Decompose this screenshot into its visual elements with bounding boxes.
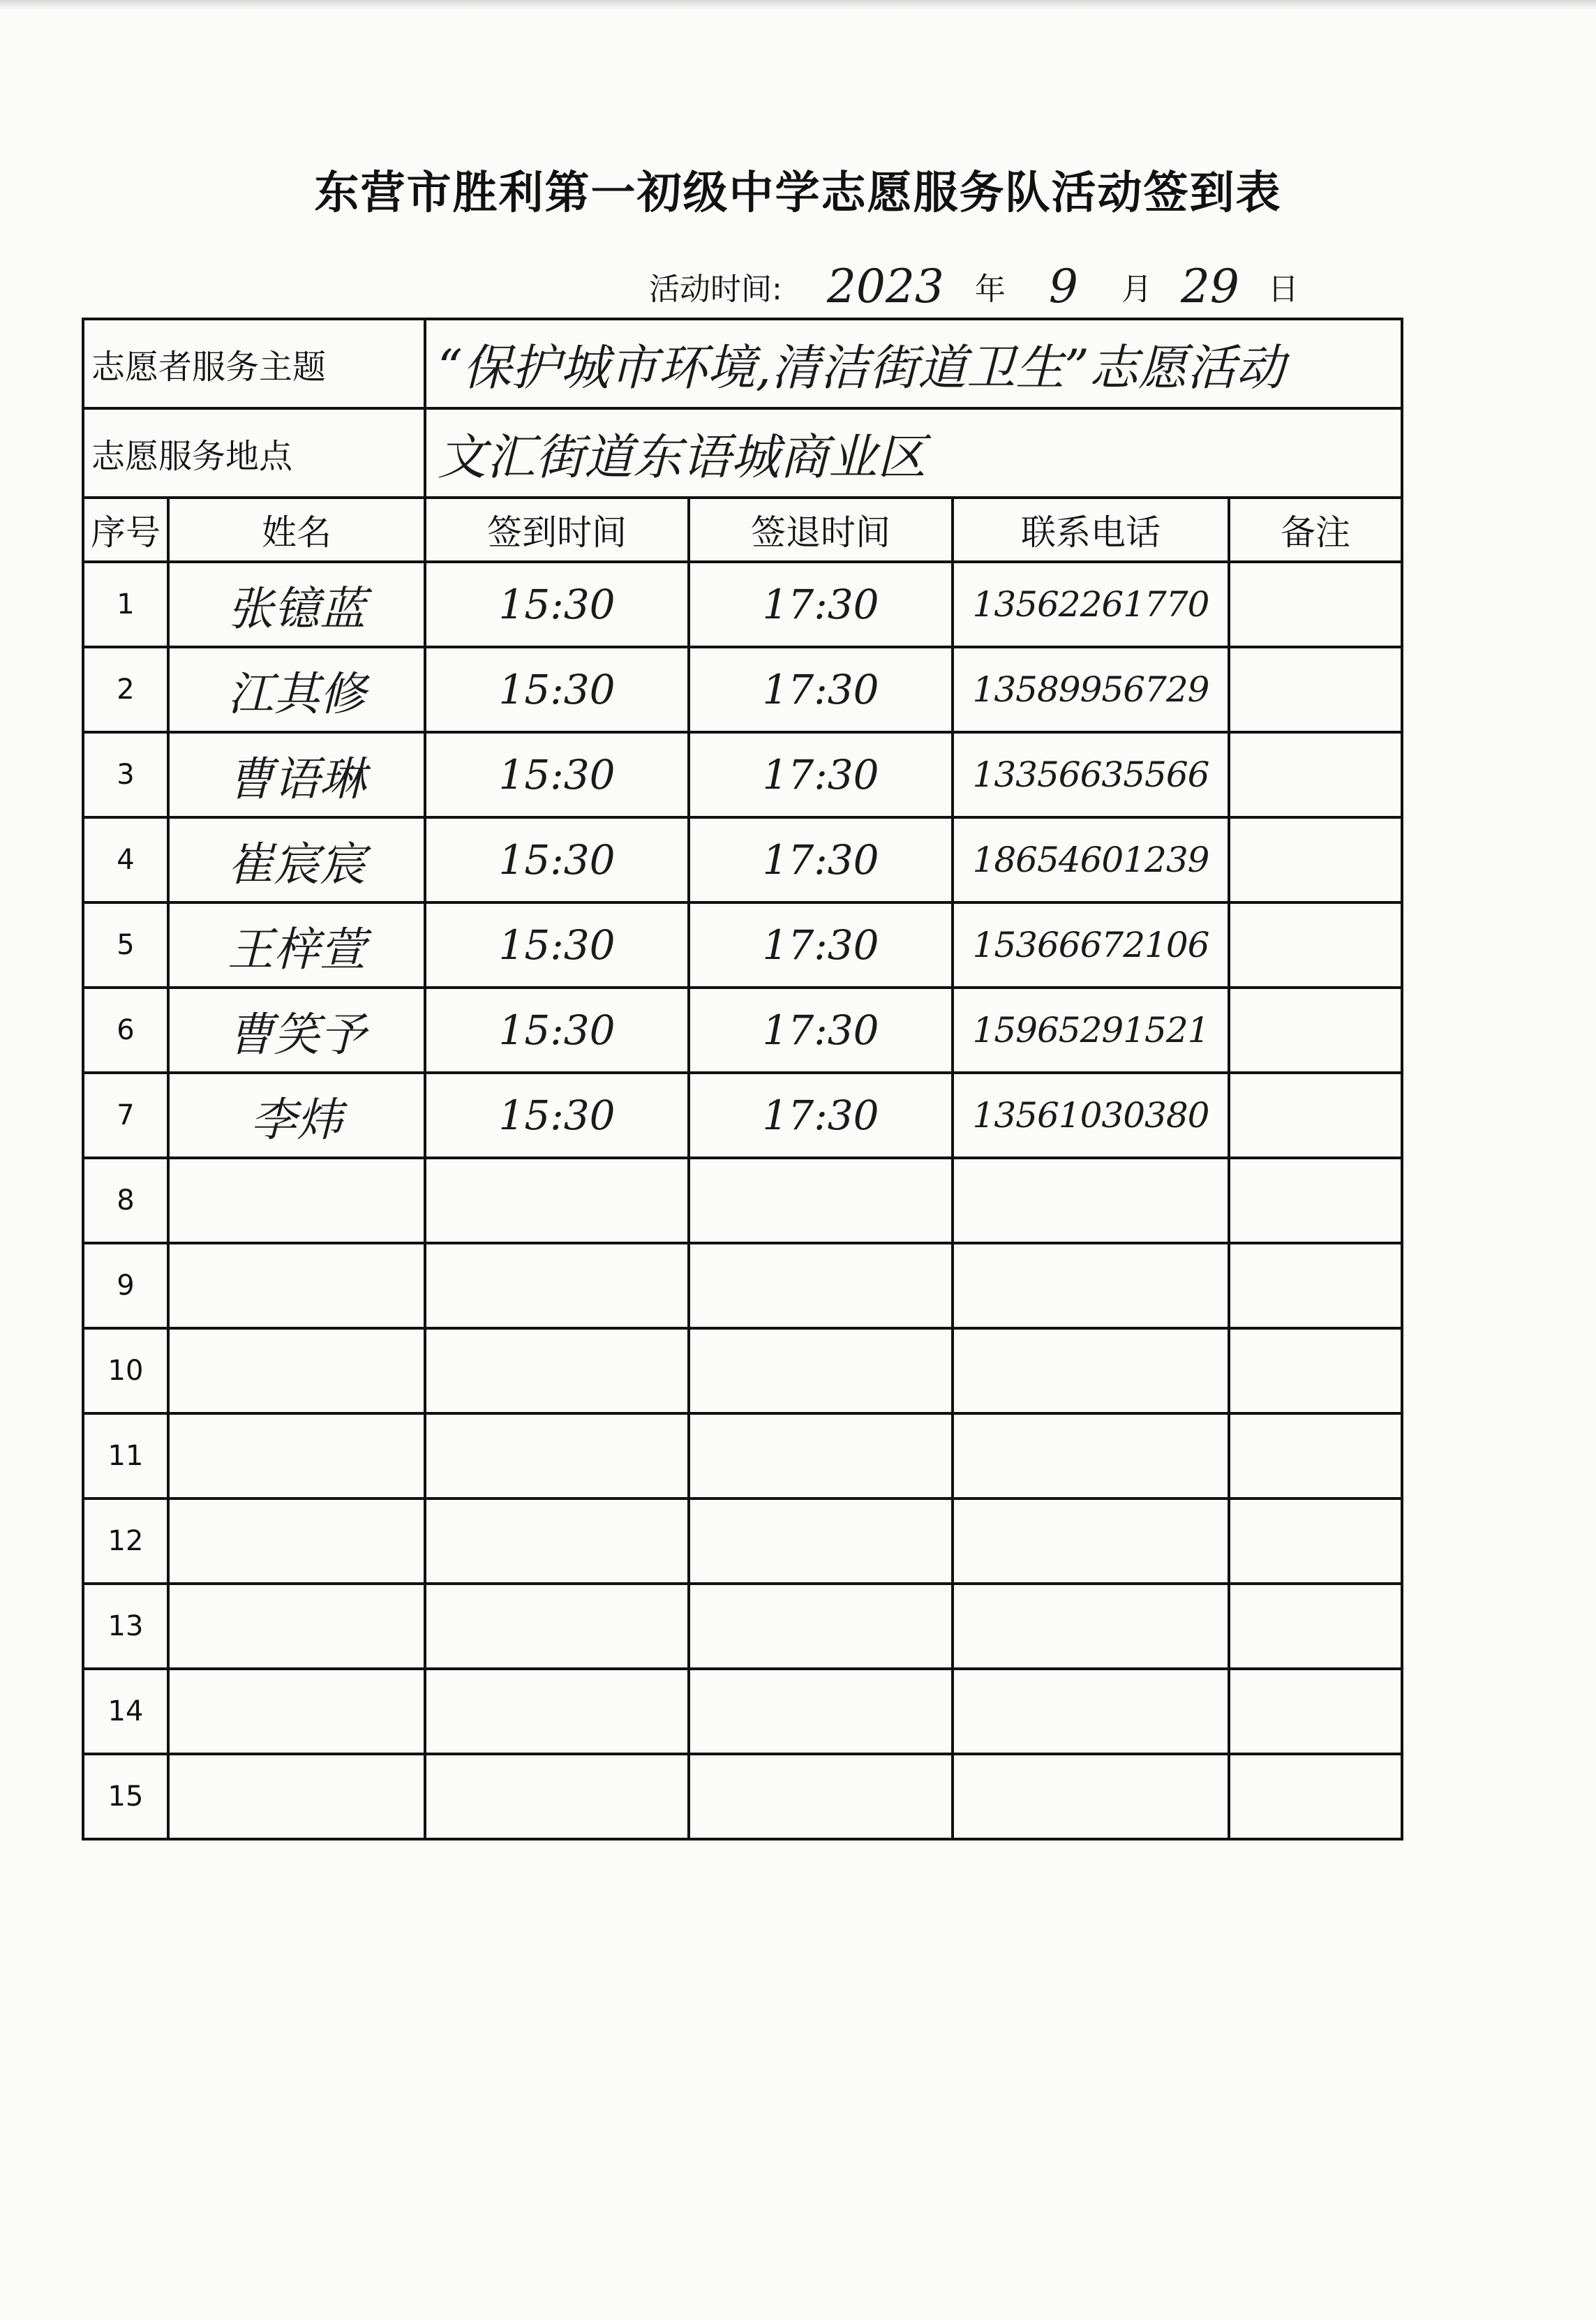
phone-number: 13356635566 xyxy=(953,732,1229,817)
table-row xyxy=(83,817,1402,902)
sign-in-time: 15:30 xyxy=(425,562,689,647)
volunteer-name: 曹语琳 xyxy=(168,732,425,817)
volunteer-name xyxy=(168,1158,425,1243)
table-row xyxy=(83,732,1402,817)
table-row xyxy=(83,902,1402,988)
scan-edge xyxy=(0,0,1596,10)
volunteer-name xyxy=(168,1328,425,1413)
sign-out-time xyxy=(689,1754,953,1839)
table-row xyxy=(83,1669,1402,1754)
location-value: 文汇街道东语城商业区 xyxy=(425,408,1402,498)
note xyxy=(1229,1584,1402,1669)
phone-number: 13561030380 xyxy=(953,1073,1229,1158)
phone-number xyxy=(953,1413,1229,1499)
sign-in-time xyxy=(425,1328,689,1413)
col-header-phone: 联系电话 xyxy=(953,498,1229,562)
table-row xyxy=(83,1584,1402,1669)
volunteer-name: 崔宸宸 xyxy=(168,817,425,902)
sign-out-time: 17:30 xyxy=(689,817,953,902)
note xyxy=(1229,817,1402,902)
sign-out-time xyxy=(689,1669,953,1754)
row-number: 15 xyxy=(83,1754,168,1839)
note xyxy=(1229,1669,1402,1754)
phone-number: 13562261770 xyxy=(953,562,1229,647)
note xyxy=(1229,902,1402,988)
phone-number: 18654601239 xyxy=(953,817,1229,902)
sign-in-time xyxy=(425,1754,689,1839)
activity-month: 9 xyxy=(1048,259,1078,313)
theme-row xyxy=(83,319,1402,408)
note xyxy=(1229,1073,1402,1158)
note xyxy=(1229,732,1402,817)
table-row xyxy=(83,1754,1402,1839)
col-header-sign-out: 签退时间 xyxy=(689,498,953,562)
col-header-name: 姓名 xyxy=(168,498,425,562)
activity-date xyxy=(649,258,1318,314)
phone-number xyxy=(953,1669,1229,1754)
note xyxy=(1229,1499,1402,1584)
phone-number xyxy=(953,1328,1229,1413)
row-number: 7 xyxy=(83,1073,168,1158)
table-row xyxy=(83,988,1402,1073)
col-header-no: 序号 xyxy=(83,498,168,562)
table-row xyxy=(83,1413,1402,1499)
row-number: 2 xyxy=(83,647,168,732)
sign-out-time xyxy=(689,1499,953,1584)
table-row xyxy=(83,1243,1402,1328)
volunteer-name: 曹笑予 xyxy=(168,988,425,1073)
sign-out-time: 17:30 xyxy=(689,647,953,732)
phone-number xyxy=(953,1158,1229,1243)
sign-out-time xyxy=(689,1243,953,1328)
note xyxy=(1229,1754,1402,1839)
sign-in-time: 15:30 xyxy=(425,817,689,902)
sign-out-time xyxy=(689,1158,953,1243)
month-unit: 月 xyxy=(1121,272,1152,307)
sign-in-time: 15:30 xyxy=(425,988,689,1073)
volunteer-name xyxy=(168,1584,425,1669)
sign-in-time xyxy=(425,1413,689,1499)
day-unit: 日 xyxy=(1267,272,1299,307)
phone-number xyxy=(953,1754,1229,1839)
row-number: 10 xyxy=(83,1328,168,1413)
note xyxy=(1229,1328,1402,1413)
row-number: 5 xyxy=(83,902,168,988)
note xyxy=(1229,562,1402,647)
row-number: 4 xyxy=(83,817,168,902)
sign-out-time: 17:30 xyxy=(689,732,953,817)
phone-number: 15366672106 xyxy=(953,902,1229,988)
sign-in-time xyxy=(425,1669,689,1754)
sign-in-time: 15:30 xyxy=(425,732,689,817)
sign-in-time xyxy=(425,1243,689,1328)
volunteer-name: 张镱蓝 xyxy=(168,562,425,647)
sign-in-time xyxy=(425,1584,689,1669)
row-number: 11 xyxy=(83,1413,168,1499)
header-row xyxy=(83,498,1402,562)
sign-in-time xyxy=(425,1158,689,1243)
note xyxy=(1229,647,1402,732)
sign-in-time: 15:30 xyxy=(425,1073,689,1158)
sign-out-time xyxy=(689,1413,953,1499)
sign-out-time: 17:30 xyxy=(689,1073,953,1158)
activity-date-label: 活动时间: xyxy=(649,272,782,307)
sign-in-table xyxy=(82,318,1403,1841)
sign-out-time xyxy=(689,1584,953,1669)
row-number: 14 xyxy=(83,1669,168,1754)
sign-out-time: 17:30 xyxy=(689,988,953,1073)
theme-label: 志愿者服务主题 xyxy=(83,319,425,408)
phone-number: 15965291521 xyxy=(953,988,1229,1073)
table-row xyxy=(83,647,1402,732)
volunteer-name xyxy=(168,1754,425,1839)
note xyxy=(1229,988,1402,1073)
volunteer-name: 江其修 xyxy=(168,647,425,732)
row-number: 1 xyxy=(83,562,168,647)
col-header-note: 备注 xyxy=(1229,498,1402,562)
phone-number: 13589956729 xyxy=(953,647,1229,732)
row-number: 9 xyxy=(83,1243,168,1328)
table-row xyxy=(83,1328,1402,1413)
sign-out-time: 17:30 xyxy=(689,902,953,988)
note xyxy=(1229,1158,1402,1243)
row-number: 6 xyxy=(83,988,168,1073)
phone-number xyxy=(953,1584,1229,1669)
sign-in-time xyxy=(425,1499,689,1584)
sign-in-time: 15:30 xyxy=(425,647,689,732)
table-row xyxy=(83,1499,1402,1584)
sign-in-time: 15:30 xyxy=(425,902,689,988)
table-row xyxy=(83,562,1402,647)
location-label: 志愿服务地点 xyxy=(83,408,425,498)
row-number: 13 xyxy=(83,1584,168,1669)
activity-day: 29 xyxy=(1180,259,1239,313)
volunteer-name xyxy=(168,1499,425,1584)
volunteer-name xyxy=(168,1243,425,1328)
row-number: 8 xyxy=(83,1158,168,1243)
note xyxy=(1229,1243,1402,1328)
activity-year: 2023 xyxy=(826,259,944,313)
table-row xyxy=(83,1158,1402,1243)
sign-out-time xyxy=(689,1328,953,1413)
year-unit: 年 xyxy=(974,272,1006,307)
note xyxy=(1229,1413,1402,1499)
phone-number xyxy=(953,1499,1229,1584)
table-row xyxy=(83,1073,1402,1158)
theme-value: “保护城市环境,清洁街道卫生”志愿活动 xyxy=(425,319,1402,408)
phone-number xyxy=(953,1243,1229,1328)
row-number: 3 xyxy=(83,732,168,817)
location-row xyxy=(83,408,1402,498)
sign-out-time: 17:30 xyxy=(689,562,953,647)
volunteer-name: 李炜 xyxy=(168,1073,425,1158)
volunteer-name xyxy=(168,1413,425,1499)
volunteer-name: 王梓萱 xyxy=(168,902,425,988)
col-header-sign-in: 签到时间 xyxy=(425,498,689,562)
row-number: 12 xyxy=(83,1499,168,1584)
form-title: 东营市胜利第一初级中学志愿服务队活动签到表 xyxy=(314,168,1282,219)
volunteer-name xyxy=(168,1669,425,1754)
